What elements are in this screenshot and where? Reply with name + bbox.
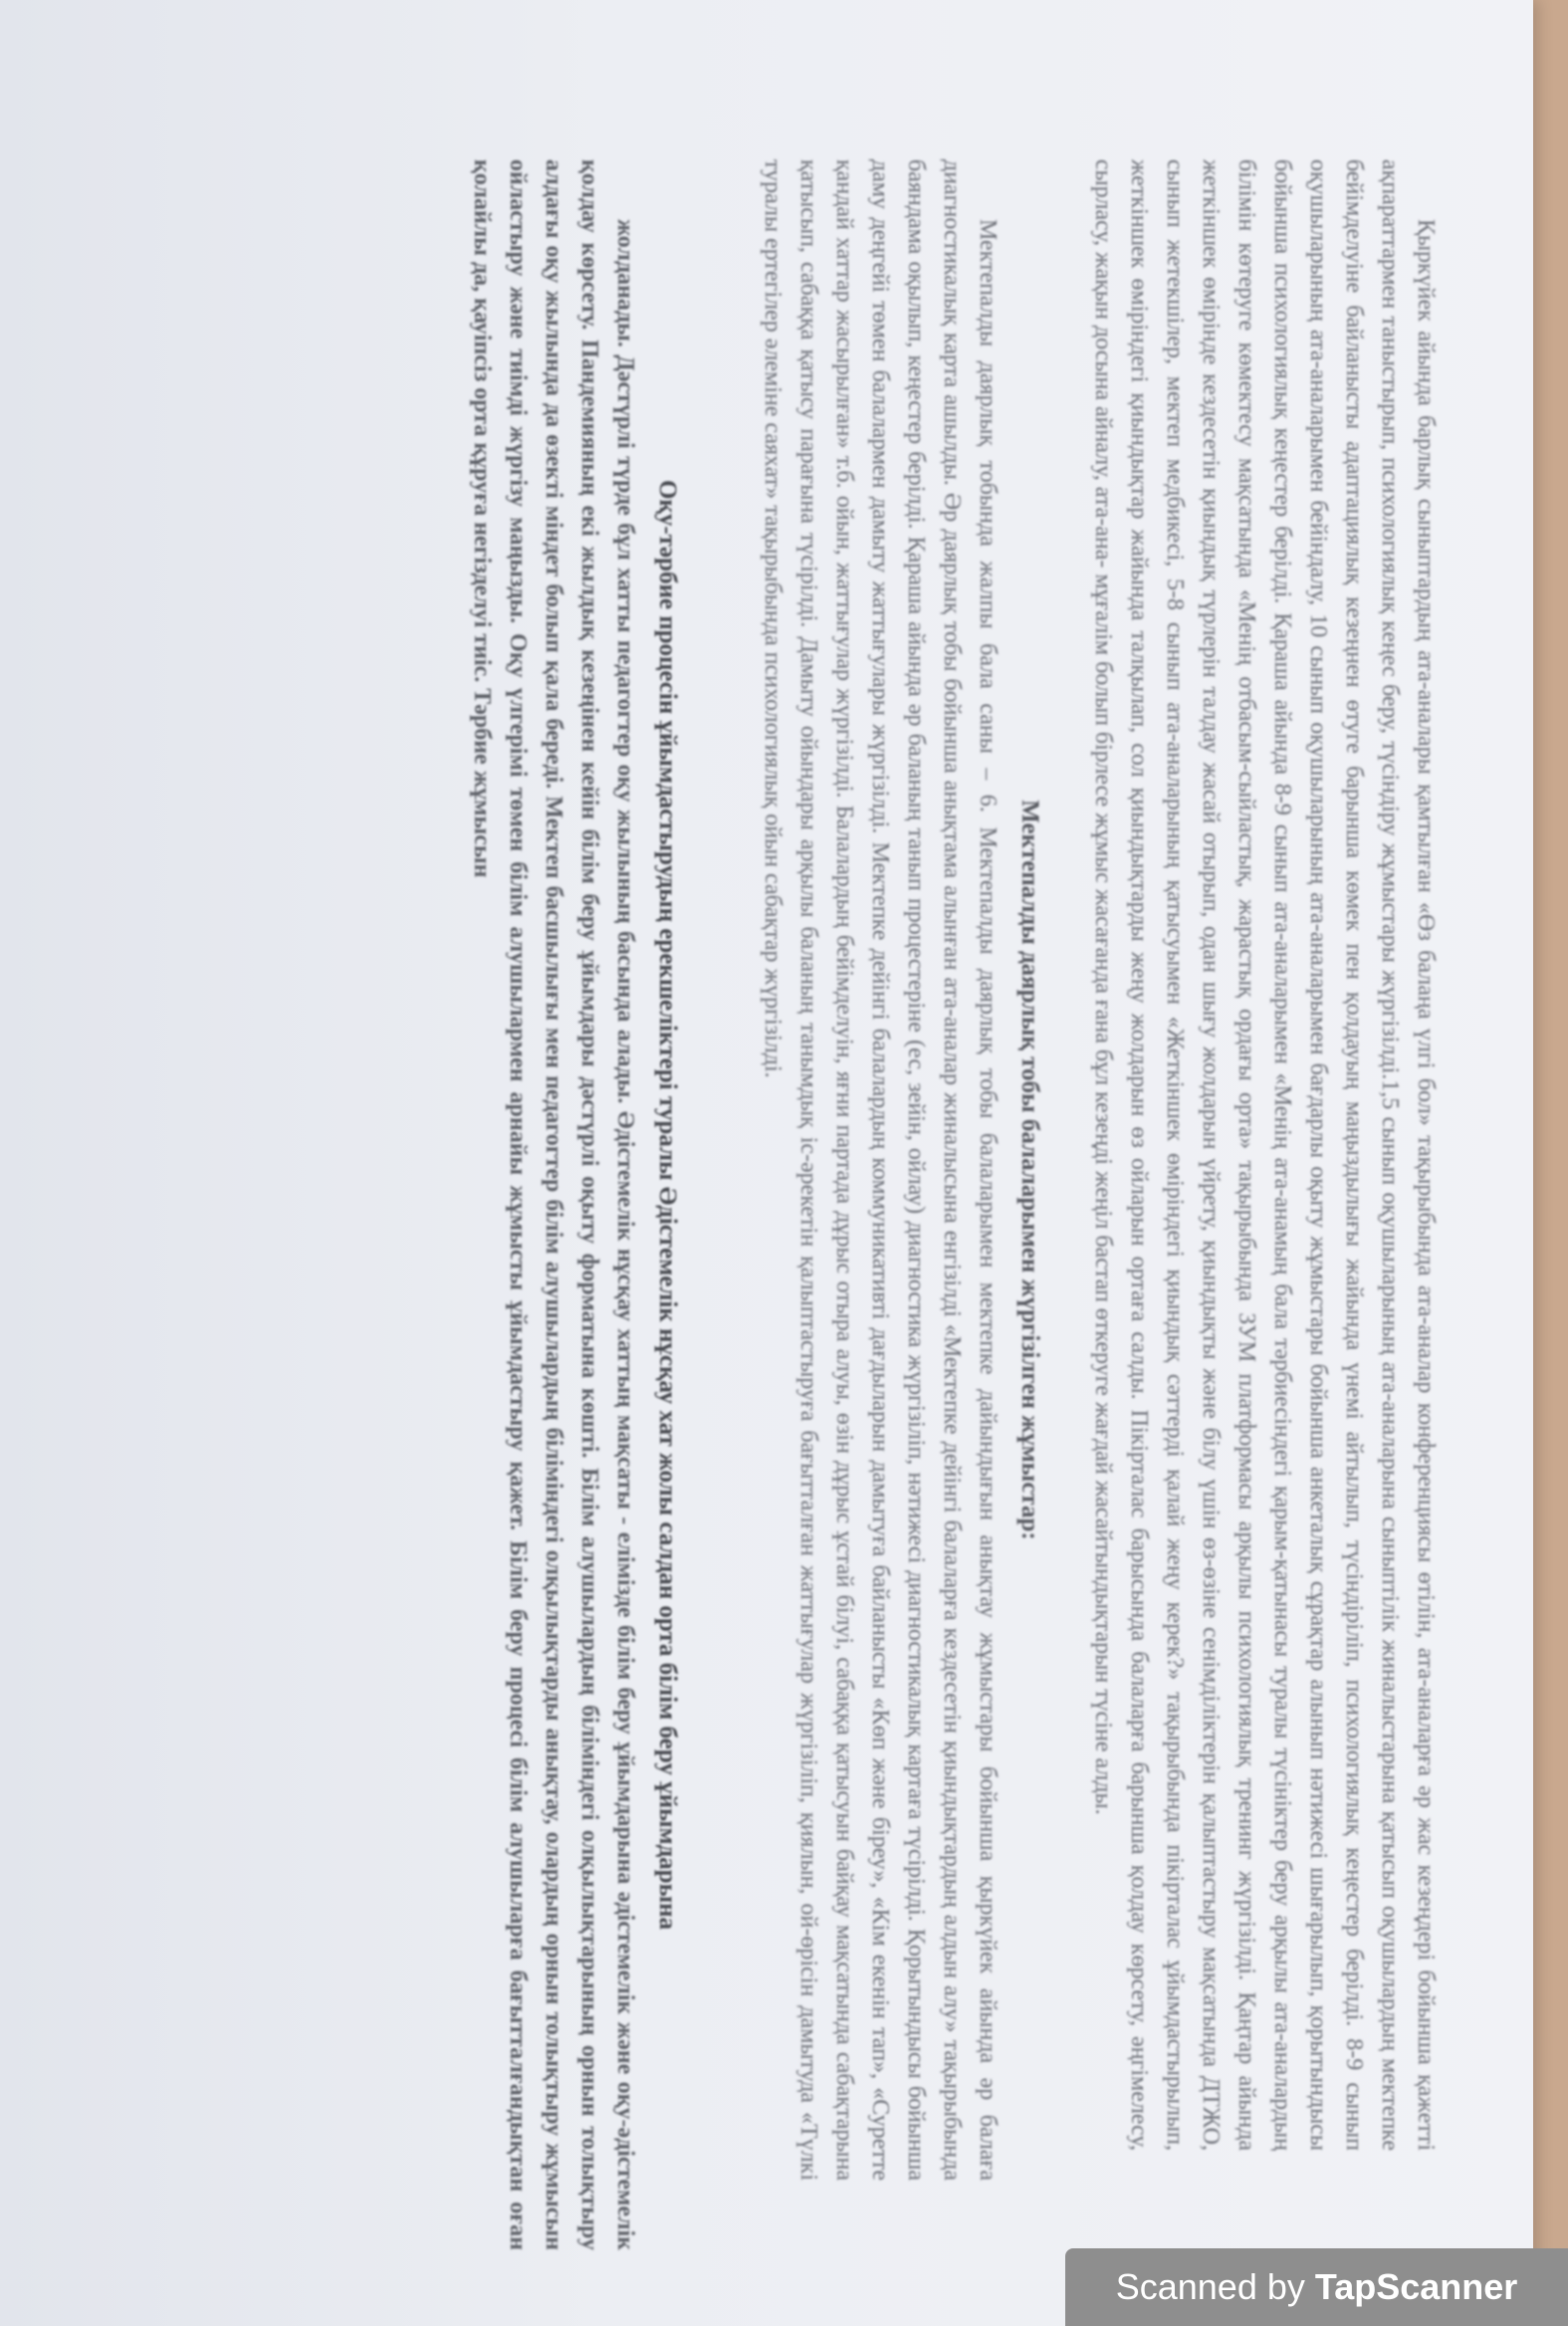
- preschool-paragraph: Мектепалды даярлық тобында жалпы бала саны – 6. Мектепалды даярлық тобы балаларымен мектепке дайындығын анықтау жұмыстары бойынша қыркүйек айында әр балаға диагностикалық карта ашылды. Әр даярлық тобы бойынша анықтама алынған ата-аналар жиналысына енгізілді «Мектепке дейінгі балаларға кездесетін қиындықтардың алдын алу» тақырыбында баяндама оқылып, кеңестер берілді. Қараша айында әр баланың танып процестеріне (ес, зейін, ойлау) диагностика жүргізіліп, нәтижесі диагностикалық картаға түсірілді. Қорытындысы бойынша даму деңгейі төмен балалармен дамыту жаттығулары жүргізілді. Мектепке дейінгі балалардың коммуникативті дағдыларын дамытуға байланысты «Көп және біреу», «Кім екенін тап», «Суретте қандай хаттар жасырылған» т.б. ойын, жаттығулар жүргізілді. Балалардың бейімделуін, яғни партада дұрыс отыра алуы, өзін дұрыс ұстай білуі, сабаққа қатысуын байқау мақсатында сабақтарына қатысып, сабаққа қатысу парағына түсірілді. Дамыту ойындары арқылы баланың танымдық іс-әрекетін қалыптастыруға бағытталған жаттығулар жүргізіліп, қиялын, ой-өрісін дамытуда «Түлкі туралы ертегілер әлеміне саяхат» тақырыбында психологиялық ойын сабақтар жүргізілді.: [760, 159, 1001, 2181]
- preschool-section: [755, 159, 1047, 2181]
- watermark-brand: TapScanner: [1314, 2266, 1518, 2307]
- intro-section: [1085, 159, 1444, 2151]
- preschool-heading: Мектепалды даярлық тобы балаларымен жүргізілген жұмыстар:: [1016, 800, 1043, 1540]
- process-section: [464, 159, 685, 2250]
- process-paragraph: жолданады. Дәстүрлі түрде бұл хатты педагогтер оқу жылының басында алады. Әдістемелік нұсқау хаттың мақсаты - елімізде білім беру ұйымдарына әдістемелік және оқу-әдістемелік қолдау көрсету. Пандемияның екі жылдық кезеңінен кейін білім беру ұйымдары дәстүрлі оқыту форматына көшті. Білім алушылардың біліміндегі олқылықтарының орнын толықтыру алдағы оқу жылында да өзекті міндет болып қала береді. Мектеп басшылығы мен педагогтер білім алушылардың біліміндегі олқылықтарды анықтау, олардың орнын толықтыру жұмысын ойластыру және тиімді жүргізу маңызды. Оқу үлгерімі төмен білім алушылармен арнайы жұмысты ұйымдастыру қажет. Білім беру процесі білім алушыларға бағытталғандықтан оған қолайлы да, қауіпсіз орта құруға негізделуі тиіс. Тәрбие жұмысын: [469, 159, 638, 2250]
- rotated-page-content: [129, 159, 1444, 2326]
- scanner-watermark: [1065, 2248, 1568, 2326]
- intro-paragraph: Қыркүйек айында барлық сыныптардың ата-аналары қамтылған «Өз балаңа үлгі бол» тақырыбында ата-аналар конференциясы өтілін, ата-аналарға әр жас кезеңдері бойынша қажетті ақпараттармен таныстырып, психологиялық кеңес беру, түсіндіру жұмыстары жүргізілді.1,5 сынып оқушыларының ата-аналарына сыныптілік жиналыстарына қатысып оқушылардың мектепке бейімделуіне байланысты адаптациялық кезеңнен өтуге барынша көмек пен қолдауың маңыздылығы жайында үнемі айтылып, түсіндіріліп, психологиялық кеңестер берілді. 8-9 сынып оқушыларының ата-аналарымен бейіндалу, 10 сынып оқушыларының ата-аналарымен бағдарлы оқыту жұмыстары бойынша анкеталық сұрақтар алынып нәтижесі шығарылып, қорытындысы бойынша психологиялық кеңестер берілді. Қараша айында 8-9 сынып ата-аналарымен «Менің ата-анамың бала тәрбиесіндегі қарым-қатынасы туралы түсініктер беру арқылы ата-аналардың білімін көтеруге көмектесу мақсатында «Менің отбасым-сыйластық, жарастық ордағы орта» тақырыбында ЗУМ платформасы арқылы психологиялық тренинг жүргізілді. Қаңтар айында жеткіншек өмірінде кездесетін қиындық түрлерін талдау жасай отырып, одан шығу жолдарын үйрету, қиындықты және білу үшін өз-өзіне сенімділіктерін қалыптастыру мақсатында ДТЖО, сынып жетекшілер, мектеп медбикесі, 5-8 сынып ата-аналарының қатысуымен «Жеткіншек өміріндегі қиындық сәттерді қалай жеңу керек?» тақырыбында пікірталас ұйымдастырылып, жеткіншек өміріндегі қиындықтар жайында талқылап, сол қиындықтарды жеңу жолдарын өз ойларын ортаға салды. Пікірталас барысында балаларға барынша қолдау көрсету, әңгімелесу, сырласу, жақын досына айналу, ата-ана- мұғалім болып бірлесе жұмыс жасағанда ғана бұл кезеңді жеңіл бастап өткеруге жағдай жасайтындықтарын түсіне алды.: [1090, 159, 1439, 2151]
- process-heading: Оқу-тәрбие процесін ұйымдастырудың ерекшеліктері туралы Әдістемелік нұсқау хат жолы салдан орта білім беру ұйымдарына: [654, 479, 681, 1931]
- watermark-prefix: Scanned by: [1115, 2266, 1315, 2307]
